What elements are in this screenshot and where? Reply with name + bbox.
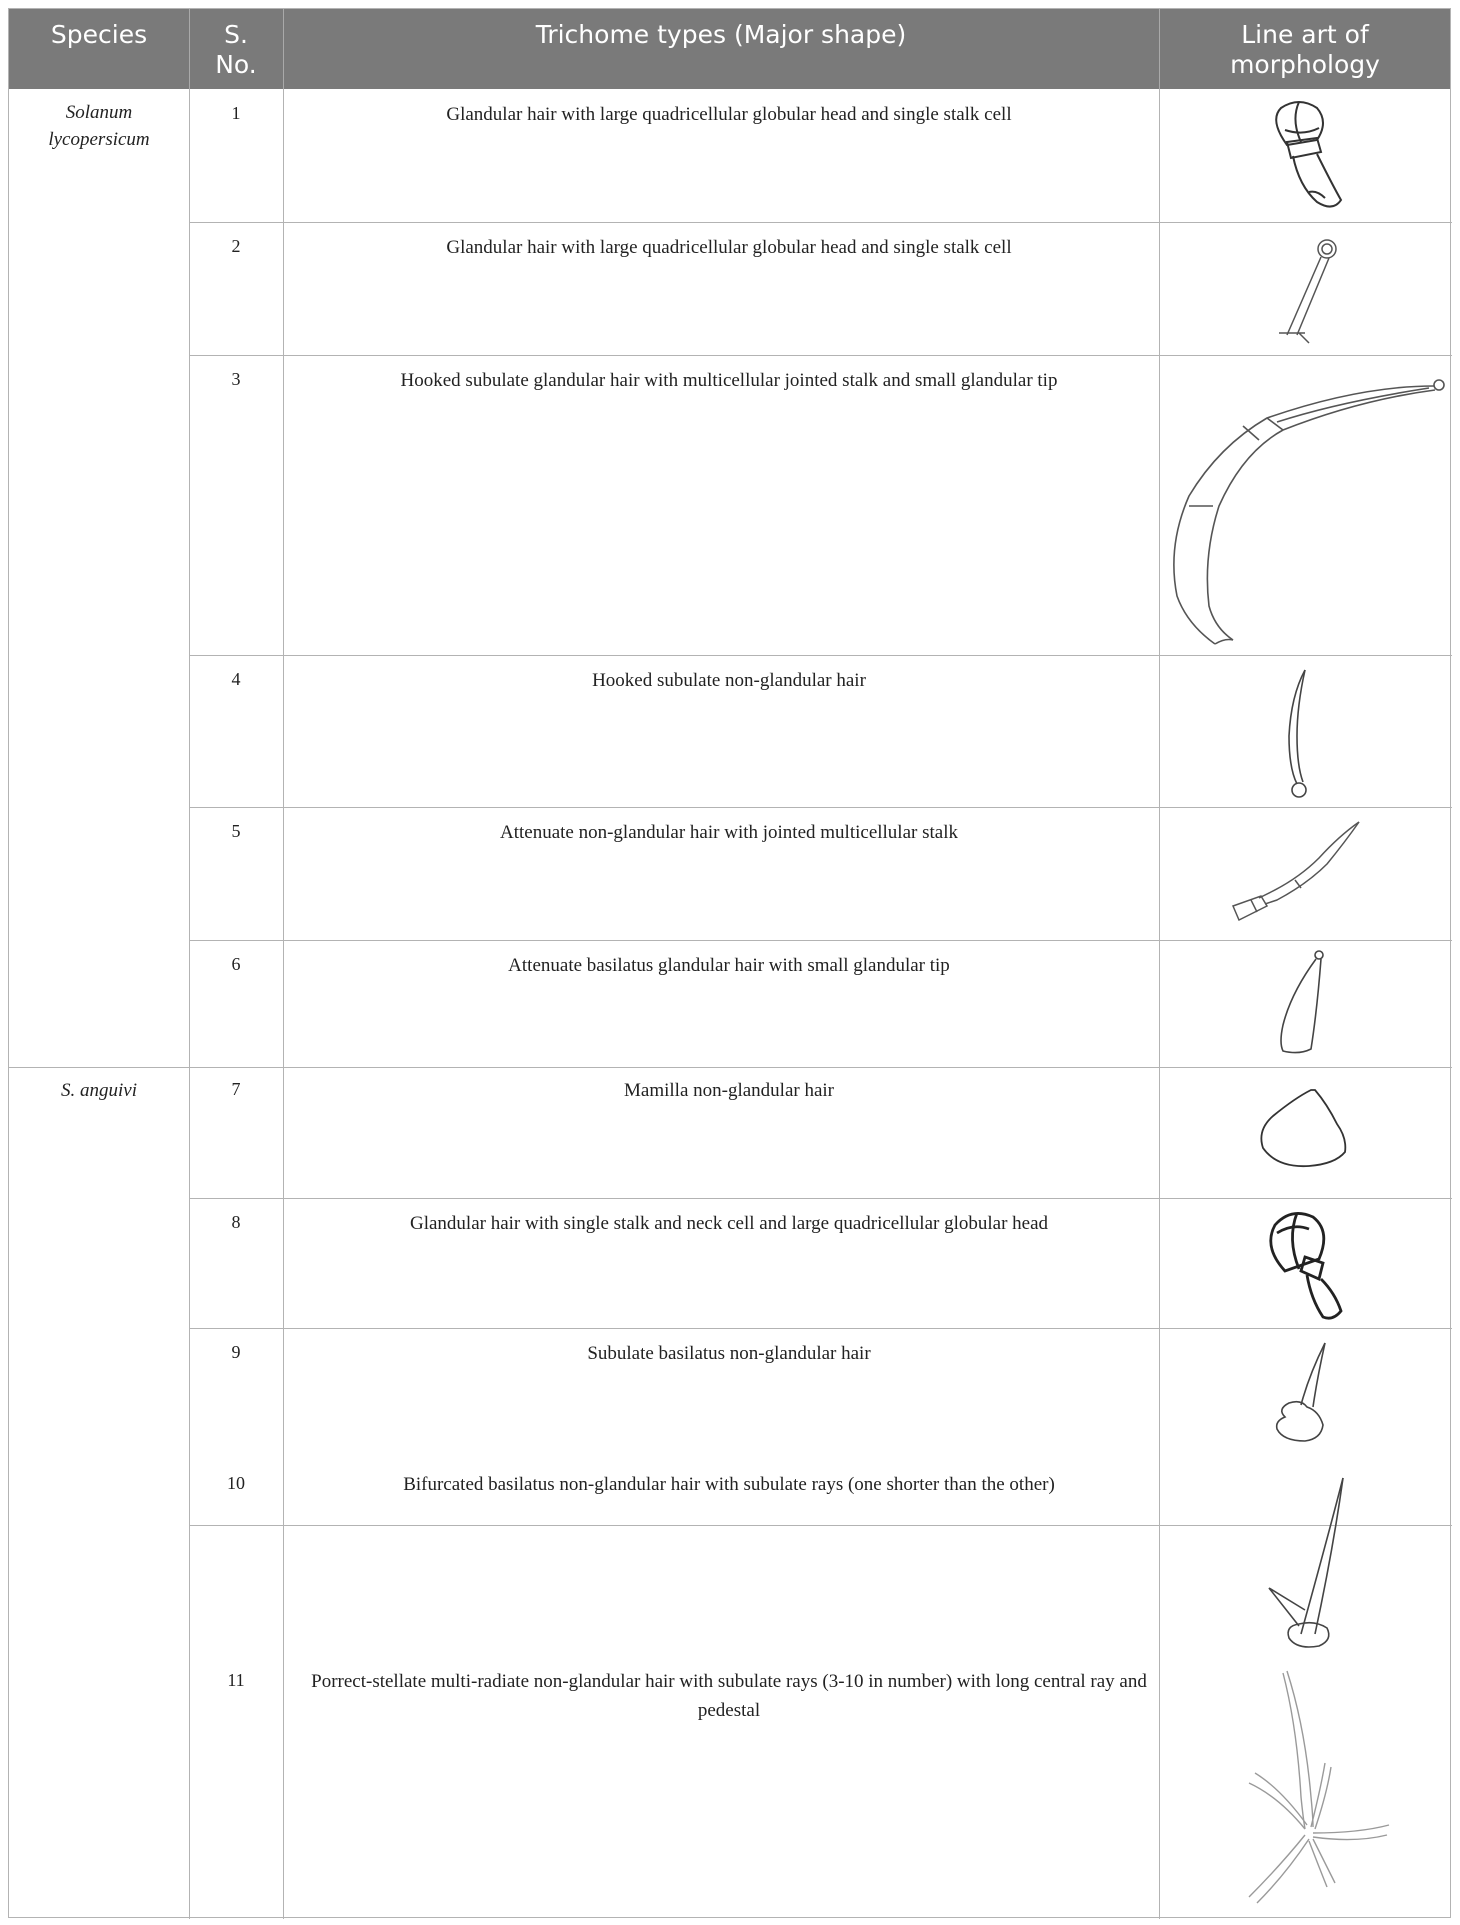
row-11-sno: 11 xyxy=(227,1670,245,1690)
glandular-neck-cell-head-icon xyxy=(1159,1199,1451,1328)
hooked-subulate-hair-icon xyxy=(1159,656,1451,807)
row-1-description: Glandular hair with large quadricellular globular head and single stalk cell xyxy=(446,104,1012,125)
row-3-description: Hooked subulate glandular hair with multicellular jointed stalk and small glandular tip xyxy=(400,370,1058,391)
header-species: Species xyxy=(50,20,148,49)
row-5-sno: 5 xyxy=(231,821,241,841)
row-4-description: Hooked subulate non-glandular hair xyxy=(592,670,866,691)
trichome-table xyxy=(8,8,1451,1918)
attenuate-jointed-hair-icon xyxy=(1159,808,1451,940)
row-2-sno: 2 xyxy=(231,236,241,256)
porrect-stellate-hair-icon xyxy=(1159,1657,1451,1919)
glandular-quadricellular-head-icon xyxy=(1159,90,1451,222)
row-9-description: Subulate basilatus non-glandular hair xyxy=(587,1343,871,1364)
row-9-sno: 9 xyxy=(231,1342,241,1362)
hooked-subulate-glandular-hair-icon xyxy=(1159,356,1451,655)
row-5-description: Attenuate non-glandular hair with jointed multicellular stalk xyxy=(500,822,958,843)
bifurcated-basilatus-hair-icon xyxy=(1159,1460,1451,1657)
row-1-sno: 1 xyxy=(231,103,241,123)
row-10-description: Bifurcated basilatus non-glandular hair with subulate rays (one shorter than the other) xyxy=(403,1474,1055,1495)
header-sno: S. No. xyxy=(215,20,257,79)
header-trichome-types: Trichome types (Major shape) xyxy=(535,20,907,49)
table-header xyxy=(9,9,1450,89)
row-11-description: Porrect-stellate multi-radiate non-glandular hair with subulate rays (3-10 in number) with long central ray and pedestal xyxy=(311,1671,1147,1721)
species-s-anguivi: S. anguivi xyxy=(61,1080,137,1101)
row-7-description: Mamilla non-glandular hair xyxy=(624,1080,834,1101)
attenuate-basilatus-glandular-hair-icon xyxy=(1159,941,1451,1067)
thin-stalk-glandular-hair-icon xyxy=(1159,223,1451,355)
row-6-description: Attenuate basilatus glandular hair with small glandular tip xyxy=(508,955,950,976)
row-8-description: Glandular hair with single stalk and neck cell and large quadricellular globular head xyxy=(409,1213,1049,1234)
row-2-description: Glandular hair with large quadricellular globular head and single stalk cell xyxy=(446,237,1012,258)
subulate-basilatus-hair-icon xyxy=(1159,1329,1451,1459)
row-7-sno: 7 xyxy=(231,1079,241,1099)
row-10-sno: 10 xyxy=(227,1473,245,1493)
header-line-art: Line art of morphology xyxy=(1230,20,1380,79)
row-8-sno: 8 xyxy=(231,1212,241,1232)
row-4-sno: 4 xyxy=(231,669,241,689)
mamilla-hair-icon xyxy=(1159,1068,1451,1198)
species-solanum-lycopersicum: Solanum lycopersicum xyxy=(48,102,150,150)
row-3-sno: 3 xyxy=(231,369,241,389)
row-6-sno: 6 xyxy=(231,954,241,974)
